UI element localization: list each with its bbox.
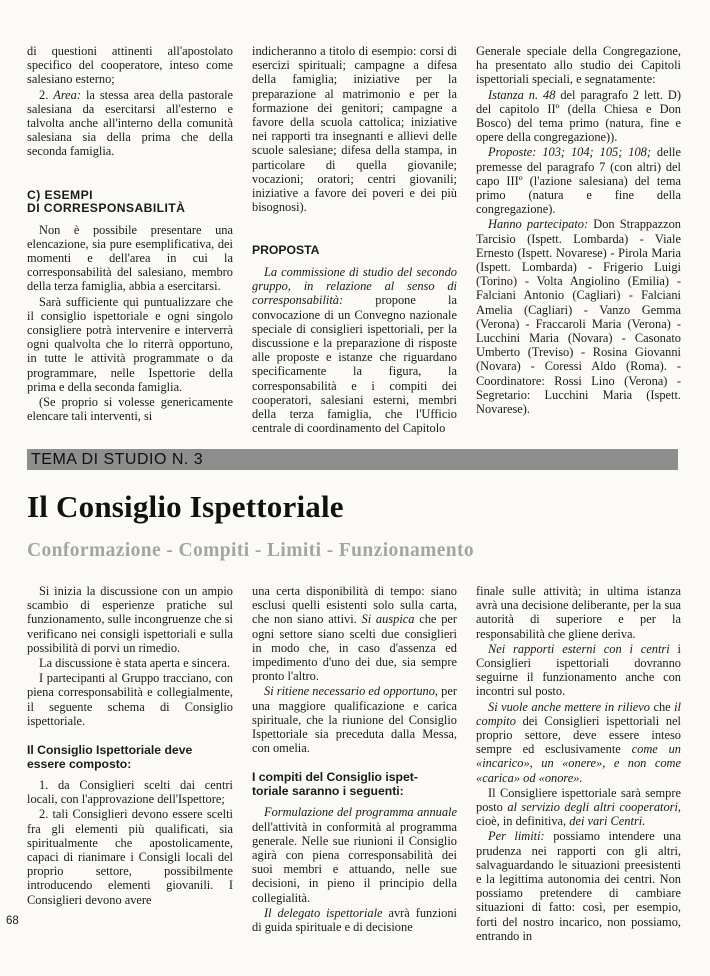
paragraph — [27, 88, 233, 159]
top-column-2 — [252, 44, 457, 435]
text: Il Consigliere ispettoriale sarà sempre posto — [476, 785, 681, 815]
paragraph: di questioni attinenti all'apostolato specifico del cooperatore, inteso come salesiano esterno; — [27, 44, 233, 87]
heading-line: toriale saranno i seguenti: — [252, 783, 404, 798]
paragraph — [252, 584, 457, 683]
emphasis: Si auspica — [361, 612, 415, 627]
bottom-column-1 — [27, 584, 233, 907]
text: una certa disponibilità di tempo: siano esclusi quelli esistenti solo sulla carta, che non siano attivi. — [252, 584, 457, 627]
emphasis: come un «incarico», un «onere», e non come «carica» od «onore». — [476, 742, 681, 785]
paragraph — [252, 906, 457, 934]
text: dei Consiglieri ispettoriali nel proprio settore, deve essere inteso sempre ed esclusivamente — [476, 713, 681, 757]
heading-line: Il Consiglio Ispettoriale deve — [27, 743, 193, 758]
page-subtitle: Conformazione - Compiti - Limiti - Funzionamento — [27, 540, 475, 561]
paragraph — [476, 217, 681, 416]
paragraph — [476, 145, 681, 216]
text: Don Strappazzon Tarcisio (Ispett. Lombarda) - Viale Ernesto (Ispett. Novarese) - Pirola Maria (Ispett. Lombarda) - Frigerio Luigi (Torino) - Volta Angiolino (Emilia) - Falciani Antonio (Cagliari) - Falciani Amelia (Cagliari) - Vanzo Gemma (Verona) - Fraccaroli Maria (Verona) - Lucchini Maria (Novara) - Casonato Umberto (Treviso) - Rosina Giovanni (Novara) - Coressi Aldo (Roma). - Coordinatore: Rossi Lino (Verona) - Segretario: Lucchini Maria (Ispett. Novarese). — [476, 217, 681, 417]
paragraph: I partecipanti al Gruppo tracciano, con piena corresponsabilità e collegialmente, il seguente schema di Consiglio ispettoriale. — [27, 671, 233, 728]
text: cioè, in definitiva, — [476, 814, 570, 829]
paragraph — [252, 265, 457, 435]
bottom-column-3 — [476, 584, 681, 943]
emphasis: dei vari Centri. — [569, 814, 646, 829]
paragraph — [476, 700, 681, 785]
bottom-column-2 — [252, 584, 457, 934]
emphasis: La commissione di studio del secondo gruppo, in relazione al senso di corresponsabilità: — [252, 264, 457, 308]
paragraph: (Se proprio si volesse genericamente elencare tali interventi, si — [27, 395, 233, 424]
paragraph — [476, 786, 681, 829]
top-column-1 — [27, 44, 233, 423]
text: i Consiglieri ispettoriali dovranno seguirne il funzionamento anche con incontri sul posto. — [476, 641, 681, 699]
emphasis: Per limiti: — [488, 829, 545, 844]
text: la stessa area della pastorale salesiana da esercitarsi all'esterno e talvolta anche all'interno della comunità salesiana sia della prima che della seconda famiglia. — [27, 87, 234, 159]
paragraph — [476, 88, 681, 145]
section-heading-compiti — [252, 771, 457, 798]
emphasis: Formulazione del programma annuale — [264, 805, 457, 820]
list-number: 2. — [39, 87, 54, 102]
emphasis: Nei rapporti esterni con i centri — [488, 641, 670, 656]
paragraph: Sarà sufficiente qui puntualizzare che il consiglio ispettoriale e ogni singolo consigliere potrà intervenire e interverrà ogni qualvolta che lo riterrà opportuno, in tutte le attività programmate o da programmare, nelle Ispettorie della prima e della seconda famiglia. — [27, 294, 233, 394]
paragraph — [252, 684, 457, 755]
text: per una maggiore qualificazione e carica spirituale, che la riunione del Consiglio Ispettoriale sia preceduta dalla Messa, con omelia. — [252, 684, 457, 756]
paragraph: La discussione è stata aperta e sincera. — [39, 656, 230, 671]
paragraph: finale sulle attività; in ultima istanza avrà una decisione deliberante, per la sua autorità di superiore e per la responsabilità che gliene deriva. — [476, 584, 681, 641]
heading-line: C) ESEMPI — [27, 187, 93, 202]
emphasis: Istanza n. 48 — [488, 87, 556, 102]
heading-line: DI CORRESPONSABILITÀ — [27, 201, 186, 216]
emphasis: Si vuole anche mettere in rilievo — [488, 699, 650, 714]
emphasis: al servizio degli altri cooperatori, — [507, 800, 682, 815]
emphasis: Hanno partecipato: — [488, 217, 589, 232]
heading-line: essere composto: — [27, 756, 132, 771]
list-item: 1. da Consiglieri scelti dai centri locali, con l'approvazione dell'Ispettore; — [27, 778, 233, 807]
text: avrà funzioni di guida spirituale e di decisione — [252, 905, 457, 935]
section-heading-esempi — [27, 189, 233, 216]
paragraph: Generale speciale della Congregazione, ha presentato allo studio dei Capitoli ispettoriali speciali, e segnatamente: — [476, 44, 681, 87]
page-number: 68 — [6, 915, 19, 927]
text: che — [650, 699, 675, 714]
paragraph — [476, 829, 681, 943]
heading-line: I compiti del Consiglio ispet- — [252, 770, 418, 785]
text: che per ogni settore siano scelti due consiglieri in modo che, in caso d'assenza ed impedimento d'uno dei due, sia sempre pronto l'altro. — [252, 612, 458, 684]
paragraph: Si inizia la discussione con un ampio scambio di esperienze pratiche sul funzionamento, sulle incongruenze che si verificano nei consigli ispettoriali e sulla possibilità di porvi un rimedio. — [27, 584, 233, 655]
emphasis: Si ritiene necessario ed opportuno, — [264, 684, 439, 699]
emphasis: Area: — [53, 87, 82, 102]
text: del paragrafo 2 lett. D) del capitolo IIº (della Chiesa e Don Bosco) del tema primo (natura, fine e opere della congregazione)). — [476, 87, 681, 145]
paragraph — [252, 805, 457, 904]
list-item: 2. tali Consiglieri devono essere scelti fra gli elementi più qualificati, sia spiritualmente che apostolicamente, capaci di rianimare i Consigli locali del proprio settore, possibilmente introducendo elementi giovanili. I Consiglieri devono avere — [27, 807, 233, 907]
emphasis: il compito — [476, 699, 681, 728]
section-banner: TEMA DI STUDIO N. 3 — [27, 449, 678, 470]
page-title: Il Consiglio Ispettoriale — [27, 489, 344, 524]
text: propone la convocazione di un Convegno nazionale speciale di consiglieri ispettoriali, per la discussione e la preparazione di risposte alle proposte e istanze che riguardano specificamente la figura, la corresponsabilità e i compiti dei cooperatori, salesiani esterni, membri della terza famiglia, che l'Ufficio centrale di coordinamento del Capitolo — [252, 293, 457, 436]
paragraph: indicheranno a titolo di esempio: corsi di esercizi spirituali; campagne a difesa della famiglia; iniziative per la preparazione al matrimonio e per la formazione dei genitori; campagne a favore della scuola cattolica; iniziative nei rapporti tra insegnanti e allievi delle scuole salesiane; difesa della stampa, in particolare di quella giovanile; vocazioni; oratori; centri giovanili; iniziative a favore dei poveri e dei più bisognosi). — [252, 44, 457, 215]
paragraph — [476, 642, 681, 699]
emphasis: Proposte: 103; 104; 105; 108; — [488, 145, 651, 160]
section-heading-composizione — [27, 744, 233, 771]
paragraph: Non è possibile presentare una elencazione, sia pure esemplificativa, dei momenti e dell'area in cui la corresponsabilità del salesiano, membro della terza famiglia, abbia a esercitarsi. — [27, 222, 233, 294]
section-heading-proposta: PROPOSTA — [252, 243, 320, 258]
top-column-3 — [476, 44, 681, 416]
text: possiamo intendere una prudenza nei rapporti con gli altri, salvaguardando le situazioni preesistenti e la legittima autonomia dei centri. Non possiamo pretendere di cambiare situazioni di fatto: così, per esempio, forti del nostro incarico, non possiamo, entrando in — [476, 829, 681, 943]
text: delle premesse del paragrafo 7 (con altri) del capo IIIº (l'azione salesiana) del tema primo (natura e fine della congregazione). — [476, 145, 681, 217]
text: dell'attività in conformità al programma generale. Nelle sue riunioni il Consiglio agirà con piena corresponsabilità dei suoi membri e attuando, nelle sue decisioni, in pieno il principio della collegialità. — [252, 819, 457, 905]
emphasis: Il delegato ispettoriale — [264, 905, 383, 920]
